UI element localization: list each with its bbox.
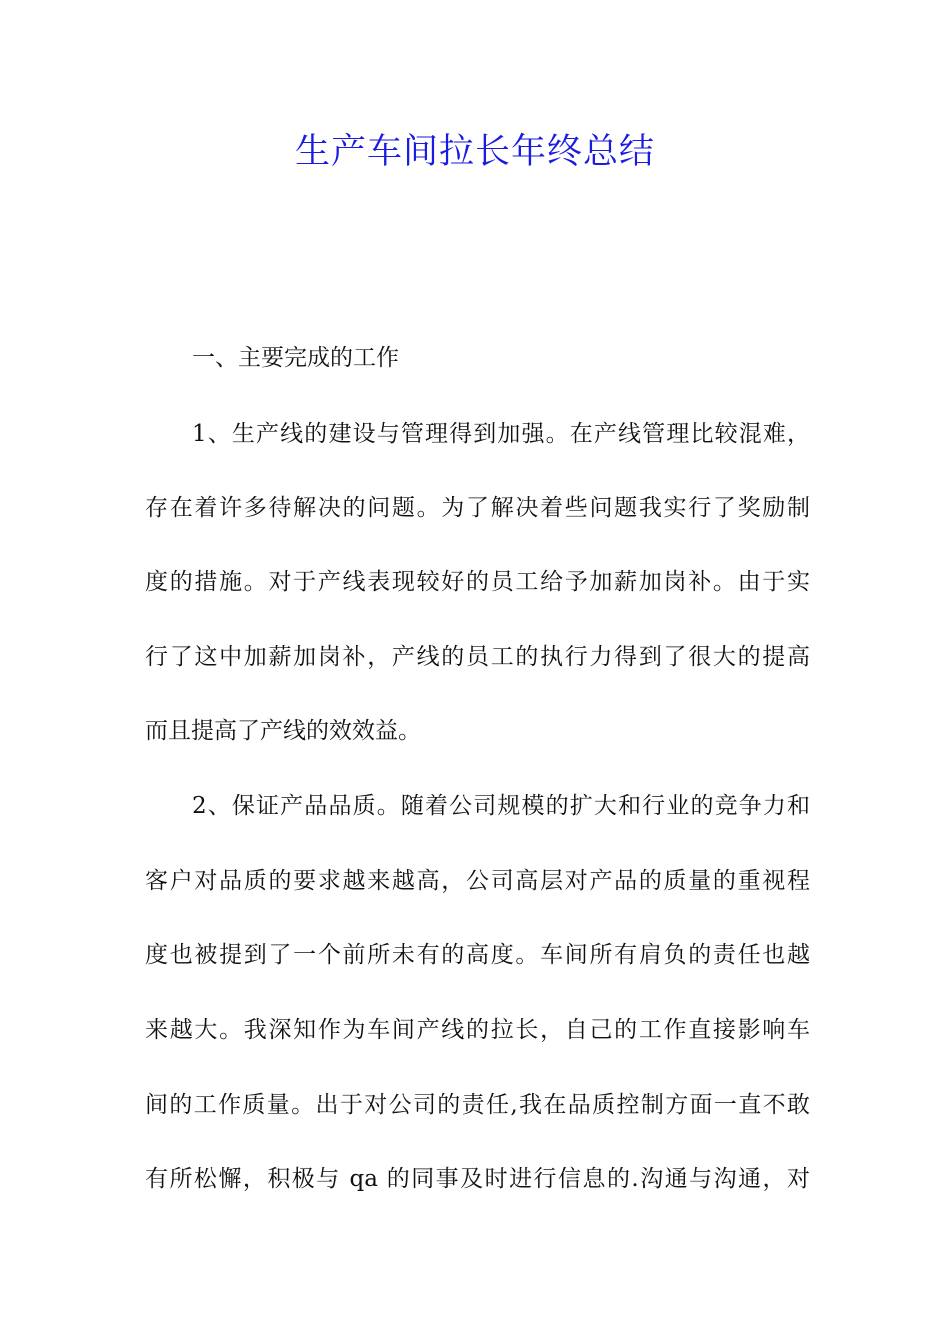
section-heading: 一、主要完成的工作 <box>192 345 399 371</box>
paragraph-line: 度也被提到了一个前所未有的高度。车间所有肩负的责任也越 <box>145 942 810 968</box>
paragraph-line: 1、生产线的建设与管理得到加强。在产线管理比较混难， <box>192 421 810 447</box>
paragraph-line: 度的措施。对于产线表现较好的员工给予加薪加岗补。由于实 <box>145 569 810 595</box>
paragraph-line: 2、保证产品品质。随着公司规模的扩大和行业的竞争力和 <box>192 793 810 819</box>
paragraph-line: 来越大。我深知作为车间产线的拉长，自己的工作直接影响车 <box>145 1017 810 1043</box>
document-title: 生产车间拉长年终总结 <box>294 132 655 172</box>
paragraph-line: 间的工作质量。出于对公司的责任,我在品质控制方面一直不敢 <box>145 1092 810 1118</box>
paragraph-line: 有所松懈，积极与 qa 的同事及时进行信息的.沟通与沟通，对 <box>145 1166 810 1192</box>
paragraph-line: 而且提高了产线的效效益。 <box>145 718 421 744</box>
paragraph-line: 存在着许多待解决的问题。为了解决着些问题我实行了奖励制 <box>145 495 810 521</box>
paragraph-line: 客户对品质的要求越来越高，公司高层对产品的质量的重视程 <box>145 868 810 894</box>
paragraph-line: 行了这中加薪加岗补，产线的员工的执行力得到了很大的提高 <box>145 644 810 670</box>
